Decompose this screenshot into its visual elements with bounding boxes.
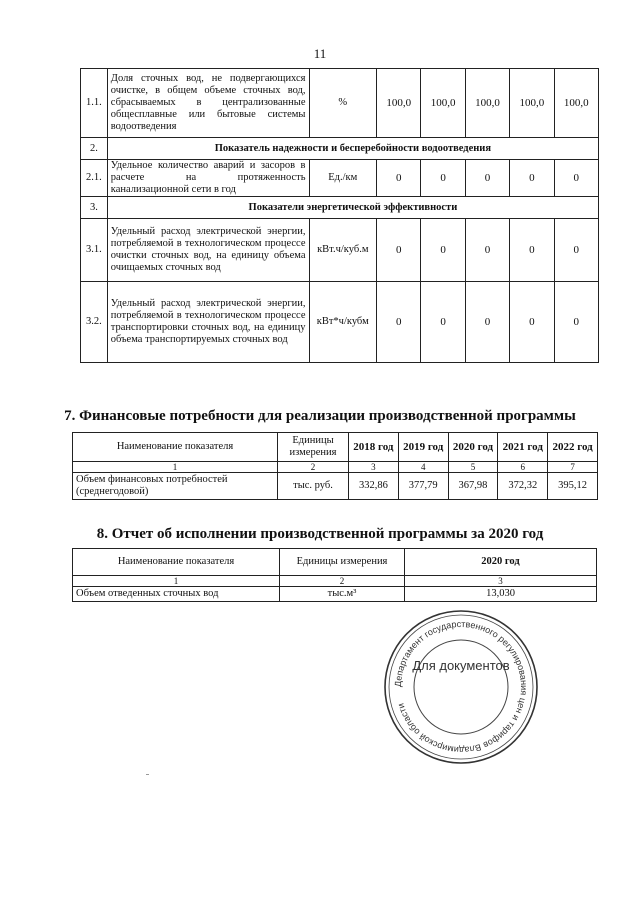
column-header-unit: Единицы измерения bbox=[278, 433, 349, 462]
row-number: 3. bbox=[81, 197, 108, 219]
program-report-table bbox=[72, 548, 597, 602]
row-value-2018: 332,86 bbox=[349, 473, 399, 500]
column-index: 1 bbox=[73, 462, 278, 473]
indicator-value: 100,0 bbox=[554, 69, 598, 138]
column-index: 4 bbox=[398, 462, 448, 473]
indicator-name: Доля сточных вод, не подвергающихся очистке, в общем объеме сточных вод, сбрасываемых в централизованные общесплавные или бытовые системы водоотведения bbox=[107, 69, 309, 138]
section-7-heading: 7. Финансовые потребности для реализации производственной программы bbox=[64, 408, 576, 424]
indicator-unit: кВт.ч/куб.м bbox=[309, 219, 377, 282]
indicator-row bbox=[81, 160, 599, 197]
column-index: 1 bbox=[73, 576, 280, 587]
indicator-row bbox=[81, 69, 599, 138]
row-value-2021: 372,32 bbox=[498, 473, 548, 500]
column-index: 3 bbox=[405, 576, 597, 587]
indicator-value: 0 bbox=[465, 219, 509, 282]
svg-text:Департамент государственного р bbox=[393, 619, 529, 755]
column-header-name: Наименование показателя bbox=[73, 549, 280, 576]
stamp-center-text: Для документов bbox=[412, 658, 510, 673]
row-value-2019: 377,79 bbox=[398, 473, 448, 500]
indicator-value: 0 bbox=[510, 219, 554, 282]
indicator-value: 0 bbox=[421, 219, 465, 282]
indicator-value: 0 bbox=[377, 219, 421, 282]
column-header-unit: Единицы измерения bbox=[280, 549, 405, 576]
row-value-2020: 367,98 bbox=[448, 473, 498, 500]
row-value-2022: 395,12 bbox=[548, 473, 598, 500]
row-number: 1.1. bbox=[81, 69, 108, 138]
official-stamp bbox=[383, 609, 539, 765]
column-header-name: Наименование показателя bbox=[73, 433, 278, 462]
column-index: 2 bbox=[280, 576, 405, 587]
section-8-heading: 8. Отчет об исполнении производственной программы за 2020 год bbox=[96, 526, 544, 542]
indicator-value: 0 bbox=[465, 160, 509, 197]
indicator-value: 0 bbox=[377, 160, 421, 197]
indicator-value: 0 bbox=[421, 282, 465, 363]
row-number: 2. bbox=[81, 138, 108, 160]
row-unit: тыс.м³ bbox=[280, 587, 405, 602]
indicator-row bbox=[81, 282, 599, 363]
row-unit: тыс. руб. bbox=[278, 473, 349, 500]
column-header-year-2022: 2022 год bbox=[548, 433, 598, 462]
column-header-year-2018: 2018 год bbox=[349, 433, 399, 462]
indicator-value: 0 bbox=[377, 282, 421, 363]
column-header-year-2020: 2020 год bbox=[448, 433, 498, 462]
column-header-year: 2020 год bbox=[405, 549, 597, 576]
indicator-value: 100,0 bbox=[465, 69, 509, 138]
column-index: 5 bbox=[448, 462, 498, 473]
row-number: 3.2. bbox=[81, 282, 108, 363]
section-title: Показатель надежности и бесперебойности водоотведения bbox=[107, 138, 598, 160]
section-row bbox=[81, 197, 599, 219]
indicator-name: Удельное количество аварий и засоров в расчете на протяженность канализационной сети в год bbox=[107, 160, 309, 197]
indicators-table bbox=[80, 68, 599, 363]
indicator-name: Удельный расход электрической энергии, потребляемой в технологическом процессе транспортировки сточных вод, на единицу объема транспортируемых сточных вод bbox=[107, 282, 309, 363]
indicator-value: 0 bbox=[554, 282, 598, 363]
column-index: 2 bbox=[278, 462, 349, 473]
column-header-year-2019: 2019 год bbox=[398, 433, 448, 462]
indicator-row bbox=[81, 219, 599, 282]
financial-needs-table bbox=[72, 432, 598, 500]
page-number: 11 bbox=[313, 46, 327, 61]
indicator-name: Удельный расход электрической энергии, потребляемой в технологическом процессе очистки сточных вод, на единицу объема очищаемых сточных вод bbox=[107, 219, 309, 282]
indicator-value: 0 bbox=[421, 160, 465, 197]
indicator-unit: кВт*ч/кубм bbox=[309, 282, 377, 363]
column-index: 7 bbox=[548, 462, 598, 473]
section-title: Показатели энергетической эффективности bbox=[107, 197, 598, 219]
column-index: 3 bbox=[349, 462, 399, 473]
indicator-value: 100,0 bbox=[377, 69, 421, 138]
row-value: 13,030 bbox=[405, 587, 597, 602]
indicator-unit: Ед./км bbox=[309, 160, 377, 197]
row-name: Объем отведенных сточных вод bbox=[73, 587, 280, 602]
indicator-value: 0 bbox=[554, 219, 598, 282]
column-header-year-2021: 2021 год bbox=[498, 433, 548, 462]
indicator-value: 0 bbox=[510, 282, 554, 363]
section-row bbox=[81, 138, 599, 160]
scan-speck bbox=[146, 774, 149, 775]
column-index: 6 bbox=[498, 462, 548, 473]
indicator-value: 100,0 bbox=[510, 69, 554, 138]
indicator-value: 0 bbox=[554, 160, 598, 197]
row-number: 3.1. bbox=[81, 219, 108, 282]
row-name: Объем финансовых потребностей (среднегодовой) bbox=[73, 473, 278, 500]
indicator-unit: % bbox=[309, 69, 377, 138]
indicator-value: 100,0 bbox=[421, 69, 465, 138]
row-number: 2.1. bbox=[81, 160, 108, 197]
stamp-ring-text: Департамент государственного регулирования цен и тарифов Владимирской области bbox=[392, 618, 530, 756]
indicator-value: 0 bbox=[510, 160, 554, 197]
indicator-value: 0 bbox=[465, 282, 509, 363]
